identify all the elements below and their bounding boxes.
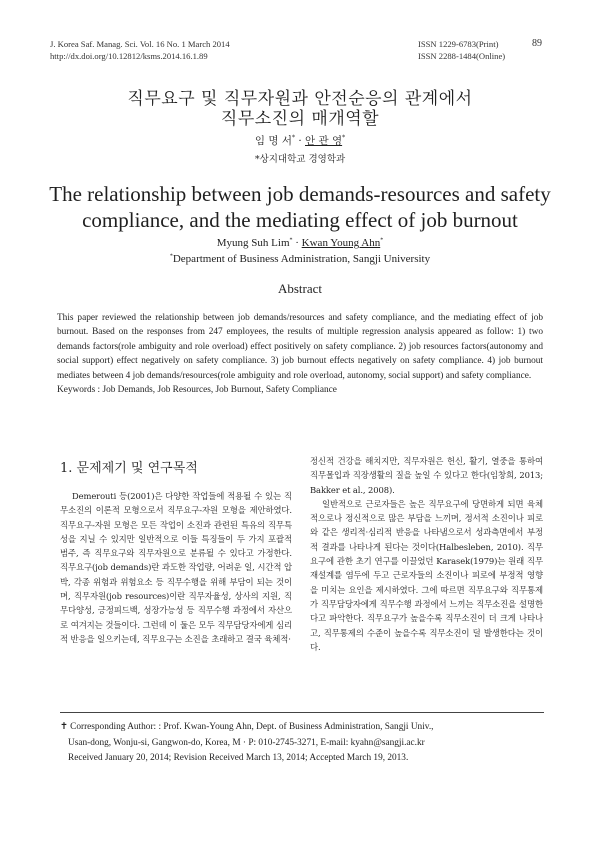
footnote [60,720,560,767]
footnote-divider [60,712,544,713]
doi-link[interactable]: http://dx.doi.org/10.12812/ksms.2014.16.1.89 [50,51,208,61]
paragraph: 일반적으로 근로자들은 높은 직무요구에 당면하게 되면 육체적으로나 정신적으로 많은 부담을 느끼며, 정서적 소진이나 피로와 같은 생리적·심리적 반응을 나타냄으로서 성과측면에서 부정적 결과를 나타나게 된다는 것이다(Halbesleben, 2010). 직무요구에 관한 초기 연구를 이끌었던 Karasek(1979)는 원래 직무재설계를 염두에 두고 근로자들의 소진이나 피로에 부정적 영향을 미치는 요인을 제시하였다. 그에 따르면 직무요구와 직무통제가 직무담당자에게 직무수행 과정에서 느끼는 직무소진을 설명한다고 파악한다. 직무요구가 높을수록 직무소진이 더 크게 나타나고, 직무통제의 수준이 높을수록 직무소진이 덜 발생한다는 것이다. [310,498,543,652]
korean-author-ahn: 안 관 영 [305,135,343,147]
korean-author-lim: 임 명 서 [254,135,292,147]
korean-title-line1: 직무요구 및 직무자원과 안전순응의 관계에서 [127,89,473,109]
left-column [60,489,292,646]
right-column [310,454,543,654]
english-title-line1: The relationship between job demands-resources and safety [49,182,551,206]
footnote-line3: Received January 20, 2014; Revision Received March 13, 2014; Accepted March 19, 2013. [68,753,409,763]
dagger-icon: ✝ [60,722,68,732]
abstract-body: This paper reviewed the relationship between job demands/resources and safety compliance, and the mediating effect of job burnout. Based on the responses from 247 employees, the results of multiple regression analysis appeared as follow: 1) two demands factors(role ambiguity and role overload) effect positively on safety compliance. 2) job resources factors(autonomy and social support) effect negatively on safety compliance. 3) job burnout effects negatively on safety compliance. 4) job burnout mediates between 4 job demands/resources(role ambiguity and role overload, autonomy, social support) and safety compliance. [57,313,543,381]
footnote-line1: ✝ Corresponding Author: : Prof. Kwan-Young Ahn, Dept. of Business Administration, Sangji Univ., [60,722,434,732]
page-number: 89 [532,38,542,49]
paragraph: 정신적 건강을 해치지만, 직무자원은 헌신, 활기, 열중을 통하여 직무몰입과 직장생활의 질을 높일 수 있다고 한다(임창희, 2013; Bakker et al., 2008). [310,456,543,495]
english-authors: Myung Suh Lim* · Kwan Young Ahn* [216,237,384,249]
issn-online: ISSN 2288-1484(Online) [418,51,506,61]
paragraph: Demerouti 등(2001)은 다양한 작업들에 적용될 수 있는 직무소진의 이론적 모형으로서 직무요구-자원 모형을 제안하였다. 직무요구-자원 모형은 모든 작업이 소진과 관련된 특유의 직무특성을 지닐 수 있지만 일반적으로 이들 특징들이 두 가지 포괄적 범주, 즉 직무요구와 직무자원으로 분류될 수 있다고 가정한다. 직무요구(job demands)란 과도한 작업량, 어려운 일, 시간적 압박, 각종 위험과 위험요소 등 직무수행을 위해 부담이 되는 것이며, 직무자원(job resources)이란 직무자율성, 상사의 지원, 직무다양성, 긍정피드백, 성장가능성 등 직무수행 과정에서 자산으로 여겨지는 것들이다. 그런데 이 둘은 모두 직무담당자에게 심리적 반응을 일으키는데, 직무요구는 소진을 초래하고 결국 육체적· [60,491,292,644]
journal-citation: J. Korea Saf. Manag. Sci. Vol. 16 No. 1 March 2014 [50,39,230,49]
abstract-section [57,311,543,397]
korean-authors: 임 명 서* · 안 관 영* [254,134,346,147]
english-author-ahn: Kwan Young Ahn [301,237,381,249]
footnote-line2: Usan-dong, Wonju-si, Gangwon-do, Korea, M · P: 010-2745-3271, E-mail: kyahn@sangji.ac.kr [68,737,425,748]
english-title-line2: compliance, and the mediating effect of job burnout [82,208,518,232]
issn-print: ISSN 1229-6783(Print) [418,39,499,49]
section-heading: 1. 문제제기 및 연구목적 [60,461,198,476]
korean-affiliation: *상지대학교 경영학과 [254,154,346,165]
abstract-heading: Abstract [277,281,323,296]
korean-title-line2: 직무소진의 매개역할 [220,109,380,129]
english-affiliation: *Department of Business Administration, Sangji University [169,253,431,265]
keywords: Keywords : Job Demands, Job Resources, Job Burnout, Safety Compliance [57,385,337,396]
english-author-lim: Myung Suh Lim [216,237,290,249]
